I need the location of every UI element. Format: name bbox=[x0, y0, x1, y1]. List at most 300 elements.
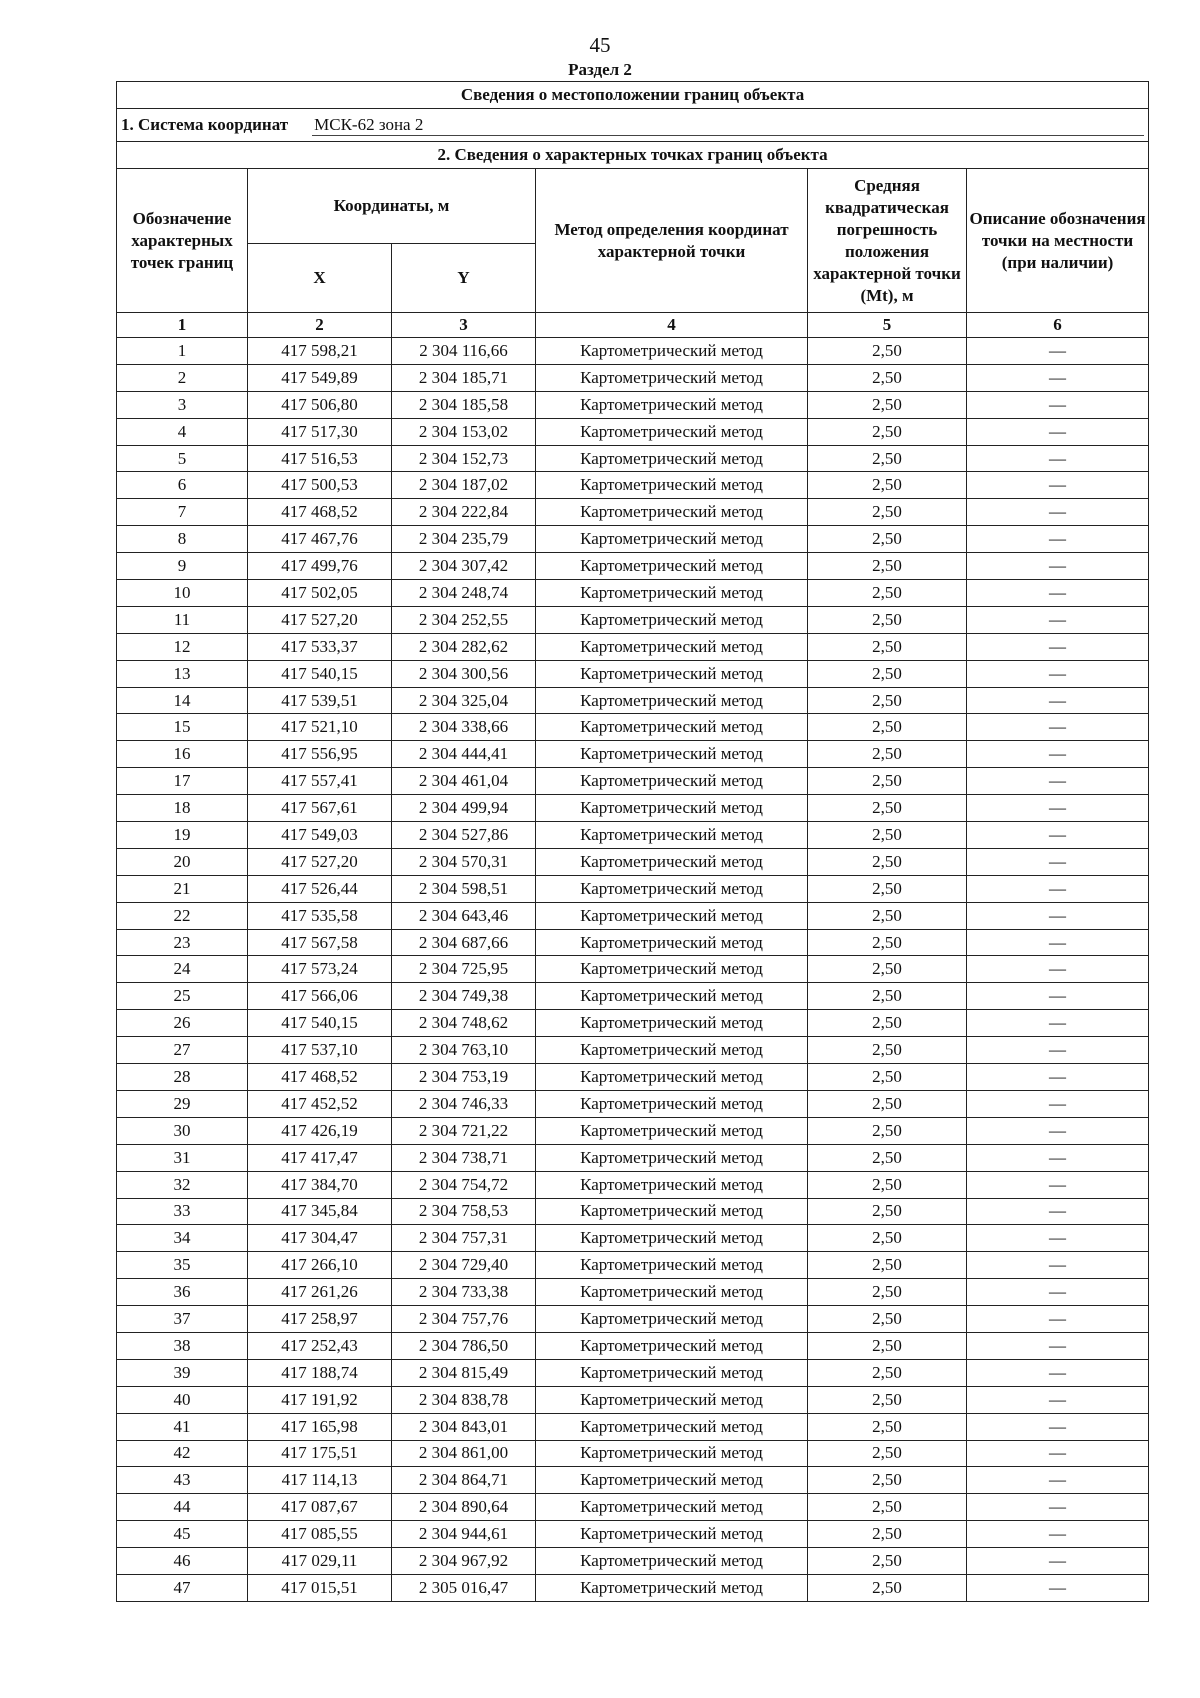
coord-system-value: МСК-62 зона 2 bbox=[312, 115, 1144, 136]
table-row bbox=[117, 902, 1149, 929]
mean-error-cell: 2,50 bbox=[808, 741, 967, 768]
description-cell: — bbox=[967, 848, 1149, 875]
table-row bbox=[117, 1252, 1149, 1279]
table-row bbox=[117, 795, 1149, 822]
header-description: Описание обозначения точки на местности (при наличии) bbox=[967, 169, 1149, 313]
table-row bbox=[117, 1117, 1149, 1144]
method-cell: Картометрический метод bbox=[536, 875, 808, 902]
y-coordinate-cell: 2 304 598,51 bbox=[392, 875, 536, 902]
method-cell: Картометрический метод bbox=[536, 741, 808, 768]
point-number-cell: 15 bbox=[117, 714, 248, 741]
method-cell: Картометрический метод bbox=[536, 553, 808, 580]
point-number-cell: 38 bbox=[117, 1332, 248, 1359]
y-coordinate-cell: 2 304 815,49 bbox=[392, 1359, 536, 1386]
description-cell: — bbox=[967, 1413, 1149, 1440]
method-cell: Картометрический метод bbox=[536, 1225, 808, 1252]
section-title: Раздел 2 bbox=[568, 60, 632, 79]
method-cell: Картометрический метод bbox=[536, 1494, 808, 1521]
mean-error-cell: 2,50 bbox=[808, 1090, 967, 1117]
point-number-cell: 9 bbox=[117, 553, 248, 580]
mean-error-cell: 2,50 bbox=[808, 1467, 967, 1494]
description-cell: — bbox=[967, 822, 1149, 849]
description-cell: — bbox=[967, 1117, 1149, 1144]
mean-error-cell: 2,50 bbox=[808, 391, 967, 418]
description-cell: — bbox=[967, 1306, 1149, 1333]
point-number-cell: 5 bbox=[117, 445, 248, 472]
mean-error-cell: 2,50 bbox=[808, 1117, 967, 1144]
point-number-cell: 34 bbox=[117, 1225, 248, 1252]
table-row bbox=[117, 1494, 1149, 1521]
description-cell: — bbox=[967, 687, 1149, 714]
x-coordinate-cell: 417 567,58 bbox=[248, 929, 392, 956]
point-number-cell: 23 bbox=[117, 929, 248, 956]
description-cell: — bbox=[967, 1279, 1149, 1306]
mean-error-cell: 2,50 bbox=[808, 1037, 967, 1064]
y-coordinate-cell: 2 304 116,66 bbox=[392, 338, 536, 365]
y-coordinate-cell: 2 304 300,56 bbox=[392, 660, 536, 687]
method-cell: Картометрический метод bbox=[536, 1279, 808, 1306]
description-cell: — bbox=[967, 1359, 1149, 1386]
table-row bbox=[117, 822, 1149, 849]
table-row bbox=[117, 1521, 1149, 1548]
point-number-cell: 4 bbox=[117, 418, 248, 445]
x-coordinate-cell: 417 549,03 bbox=[248, 822, 392, 849]
method-cell: Картометрический метод bbox=[536, 418, 808, 445]
mean-error-cell: 2,50 bbox=[808, 822, 967, 849]
mean-error-cell: 2,50 bbox=[808, 1548, 967, 1575]
method-cell: Картометрический метод bbox=[536, 472, 808, 499]
y-coordinate-cell: 2 304 499,94 bbox=[392, 795, 536, 822]
method-cell: Картометрический метод bbox=[536, 768, 808, 795]
mean-error-cell: 2,50 bbox=[808, 875, 967, 902]
method-cell: Картометрический метод bbox=[536, 1386, 808, 1413]
table-title: Сведения о местоположении границ объекта bbox=[117, 82, 1149, 109]
table-row bbox=[117, 1198, 1149, 1225]
x-coordinate-cell: 417 573,24 bbox=[248, 956, 392, 983]
y-coordinate-cell: 2 304 753,19 bbox=[392, 1064, 536, 1091]
y-coordinate-cell: 2 304 738,71 bbox=[392, 1144, 536, 1171]
table-row bbox=[117, 1359, 1149, 1386]
point-number-cell: 3 bbox=[117, 391, 248, 418]
point-number-cell: 40 bbox=[117, 1386, 248, 1413]
table-row bbox=[117, 1574, 1149, 1601]
mean-error-cell: 2,50 bbox=[808, 472, 967, 499]
point-number-cell: 42 bbox=[117, 1440, 248, 1467]
x-coordinate-cell: 417 567,61 bbox=[248, 795, 392, 822]
table-row bbox=[117, 633, 1149, 660]
header-y: Y bbox=[392, 244, 536, 313]
method-cell: Картометрический метод bbox=[536, 1359, 808, 1386]
table-row bbox=[117, 875, 1149, 902]
x-coordinate-cell: 417 537,10 bbox=[248, 1037, 392, 1064]
x-coordinate-cell: 417 502,05 bbox=[248, 580, 392, 607]
table-row bbox=[117, 660, 1149, 687]
table-row bbox=[117, 768, 1149, 795]
y-coordinate-cell: 2 304 282,62 bbox=[392, 633, 536, 660]
description-cell: — bbox=[967, 1574, 1149, 1601]
x-coordinate-cell: 417 114,13 bbox=[248, 1467, 392, 1494]
method-cell: Картометрический метод bbox=[536, 848, 808, 875]
mean-error-cell: 2,50 bbox=[808, 687, 967, 714]
mean-error-cell: 2,50 bbox=[808, 418, 967, 445]
y-coordinate-cell: 2 304 757,76 bbox=[392, 1306, 536, 1333]
mean-error-cell: 2,50 bbox=[808, 929, 967, 956]
mean-error-cell: 2,50 bbox=[808, 1359, 967, 1386]
method-cell: Картометрический метод bbox=[536, 1252, 808, 1279]
x-coordinate-cell: 417 556,95 bbox=[248, 741, 392, 768]
y-coordinate-cell: 2 304 749,38 bbox=[392, 983, 536, 1010]
y-coordinate-cell: 2 304 729,40 bbox=[392, 1252, 536, 1279]
method-cell: Картометрический метод bbox=[536, 606, 808, 633]
method-cell: Картометрический метод bbox=[536, 580, 808, 607]
header-method: Метод определения координат характерной точки bbox=[536, 169, 808, 313]
mean-error-cell: 2,50 bbox=[808, 338, 967, 365]
method-cell: Картометрический метод bbox=[536, 526, 808, 553]
mean-error-cell: 2,50 bbox=[808, 580, 967, 607]
method-cell: Картометрический метод bbox=[536, 687, 808, 714]
x-coordinate-cell: 417 526,44 bbox=[248, 875, 392, 902]
point-number-cell: 17 bbox=[117, 768, 248, 795]
description-cell: — bbox=[967, 1225, 1149, 1252]
point-number-cell: 44 bbox=[117, 1494, 248, 1521]
method-cell: Картометрический метод bbox=[536, 1144, 808, 1171]
column-numbers-row bbox=[117, 313, 1149, 338]
table-row bbox=[117, 848, 1149, 875]
x-coordinate-cell: 417 304,47 bbox=[248, 1225, 392, 1252]
method-cell: Картометрический метод bbox=[536, 1198, 808, 1225]
point-number-cell: 27 bbox=[117, 1037, 248, 1064]
description-cell: — bbox=[967, 364, 1149, 391]
point-number-cell: 31 bbox=[117, 1144, 248, 1171]
mean-error-cell: 2,50 bbox=[808, 1521, 967, 1548]
mean-error-cell: 2,50 bbox=[808, 445, 967, 472]
y-coordinate-cell: 2 304 687,66 bbox=[392, 929, 536, 956]
description-cell: — bbox=[967, 768, 1149, 795]
x-coordinate-cell: 417 535,58 bbox=[248, 902, 392, 929]
method-cell: Картометрический метод bbox=[536, 983, 808, 1010]
mean-error-cell: 2,50 bbox=[808, 902, 967, 929]
point-number-cell: 13 bbox=[117, 660, 248, 687]
mean-error-cell: 2,50 bbox=[808, 1010, 967, 1037]
method-cell: Картометрический метод bbox=[536, 1306, 808, 1333]
table-row bbox=[117, 580, 1149, 607]
y-coordinate-cell: 2 304 843,01 bbox=[392, 1413, 536, 1440]
table-row bbox=[117, 553, 1149, 580]
column-number: 5 bbox=[808, 313, 967, 338]
method-cell: Картометрический метод bbox=[536, 929, 808, 956]
description-cell: — bbox=[967, 1144, 1149, 1171]
table-row bbox=[117, 983, 1149, 1010]
mean-error-cell: 2,50 bbox=[808, 1064, 967, 1091]
point-number-cell: 25 bbox=[117, 983, 248, 1010]
mean-error-cell: 2,50 bbox=[808, 1225, 967, 1252]
x-coordinate-cell: 417 087,67 bbox=[248, 1494, 392, 1521]
method-cell: Картометрический метод bbox=[536, 902, 808, 929]
point-number-cell: 11 bbox=[117, 606, 248, 633]
mean-error-cell: 2,50 bbox=[808, 714, 967, 741]
method-cell: Картометрический метод bbox=[536, 1010, 808, 1037]
y-coordinate-cell: 2 304 861,00 bbox=[392, 1440, 536, 1467]
point-number-cell: 2 bbox=[117, 364, 248, 391]
point-number-cell: 35 bbox=[117, 1252, 248, 1279]
description-cell: — bbox=[967, 1494, 1149, 1521]
mean-error-cell: 2,50 bbox=[808, 526, 967, 553]
y-coordinate-cell: 2 304 152,73 bbox=[392, 445, 536, 472]
method-cell: Картометрический метод bbox=[536, 795, 808, 822]
method-cell: Картометрический метод bbox=[536, 1171, 808, 1198]
description-cell: — bbox=[967, 391, 1149, 418]
point-number-cell: 14 bbox=[117, 687, 248, 714]
method-cell: Картометрический метод bbox=[536, 1037, 808, 1064]
table-row bbox=[117, 1279, 1149, 1306]
x-coordinate-cell: 417 426,19 bbox=[248, 1117, 392, 1144]
y-coordinate-cell: 2 304 235,79 bbox=[392, 526, 536, 553]
mean-error-cell: 2,50 bbox=[808, 1574, 967, 1601]
point-number-cell: 47 bbox=[117, 1574, 248, 1601]
x-coordinate-cell: 417 468,52 bbox=[248, 499, 392, 526]
y-coordinate-cell: 2 304 757,31 bbox=[392, 1225, 536, 1252]
column-number: 3 bbox=[392, 313, 536, 338]
method-cell: Картометрический метод bbox=[536, 1332, 808, 1359]
coord-system-row bbox=[117, 109, 1149, 142]
x-coordinate-cell: 417 540,15 bbox=[248, 660, 392, 687]
table-row bbox=[117, 1332, 1149, 1359]
y-coordinate-cell: 2 304 153,02 bbox=[392, 418, 536, 445]
table-row bbox=[117, 1171, 1149, 1198]
table-row bbox=[117, 1386, 1149, 1413]
mean-error-cell: 2,50 bbox=[808, 1332, 967, 1359]
method-cell: Картометрический метод bbox=[536, 714, 808, 741]
mean-error-cell: 2,50 bbox=[808, 1198, 967, 1225]
table-row bbox=[117, 956, 1149, 983]
mean-error-cell: 2,50 bbox=[808, 956, 967, 983]
mean-error-cell: 2,50 bbox=[808, 1171, 967, 1198]
table-row bbox=[117, 1306, 1149, 1333]
mean-error-cell: 2,50 bbox=[808, 364, 967, 391]
page-number: 45 bbox=[589, 33, 611, 57]
x-coordinate-cell: 417 266,10 bbox=[248, 1252, 392, 1279]
y-coordinate-cell: 2 305 016,47 bbox=[392, 1574, 536, 1601]
point-number-cell: 43 bbox=[117, 1467, 248, 1494]
x-coordinate-cell: 417 175,51 bbox=[248, 1440, 392, 1467]
description-cell: — bbox=[967, 1090, 1149, 1117]
description-cell: — bbox=[967, 795, 1149, 822]
boundary-table bbox=[116, 81, 1149, 1602]
y-coordinate-cell: 2 304 754,72 bbox=[392, 1171, 536, 1198]
method-cell: Картометрический метод bbox=[536, 1467, 808, 1494]
mean-error-cell: 2,50 bbox=[808, 553, 967, 580]
point-number-cell: 46 bbox=[117, 1548, 248, 1575]
y-coordinate-cell: 2 304 185,58 bbox=[392, 391, 536, 418]
point-number-cell: 19 bbox=[117, 822, 248, 849]
description-cell: — bbox=[967, 472, 1149, 499]
table-row bbox=[117, 1467, 1149, 1494]
description-cell: — bbox=[967, 526, 1149, 553]
table-row bbox=[117, 391, 1149, 418]
x-coordinate-cell: 417 345,84 bbox=[248, 1198, 392, 1225]
x-coordinate-cell: 417 467,76 bbox=[248, 526, 392, 553]
point-number-cell: 20 bbox=[117, 848, 248, 875]
x-coordinate-cell: 417 506,80 bbox=[248, 391, 392, 418]
mean-error-cell: 2,50 bbox=[808, 1252, 967, 1279]
x-coordinate-cell: 417 261,26 bbox=[248, 1279, 392, 1306]
table-row bbox=[117, 1064, 1149, 1091]
table-row bbox=[117, 1548, 1149, 1575]
point-number-cell: 28 bbox=[117, 1064, 248, 1091]
table-row bbox=[117, 929, 1149, 956]
description-cell: — bbox=[967, 1252, 1149, 1279]
y-coordinate-cell: 2 304 185,71 bbox=[392, 364, 536, 391]
x-coordinate-cell: 417 452,52 bbox=[248, 1090, 392, 1117]
x-coordinate-cell: 417 252,43 bbox=[248, 1332, 392, 1359]
y-coordinate-cell: 2 304 758,53 bbox=[392, 1198, 536, 1225]
point-number-cell: 24 bbox=[117, 956, 248, 983]
mean-error-cell: 2,50 bbox=[808, 1306, 967, 1333]
description-cell: — bbox=[967, 956, 1149, 983]
table-row bbox=[117, 714, 1149, 741]
y-coordinate-cell: 2 304 248,74 bbox=[392, 580, 536, 607]
y-coordinate-cell: 2 304 725,95 bbox=[392, 956, 536, 983]
description-cell: — bbox=[967, 1010, 1149, 1037]
point-number-cell: 21 bbox=[117, 875, 248, 902]
method-cell: Картометрический метод bbox=[536, 1440, 808, 1467]
point-number-cell: 12 bbox=[117, 633, 248, 660]
header-point-designation: Обозначение характерных точек границ bbox=[117, 169, 248, 313]
x-coordinate-cell: 417 258,97 bbox=[248, 1306, 392, 1333]
y-coordinate-cell: 2 304 307,42 bbox=[392, 553, 536, 580]
method-cell: Картометрический метод bbox=[536, 1090, 808, 1117]
method-cell: Картометрический метод bbox=[536, 364, 808, 391]
method-cell: Картометрический метод bbox=[536, 660, 808, 687]
description-cell: — bbox=[967, 741, 1149, 768]
x-coordinate-cell: 417 188,74 bbox=[248, 1359, 392, 1386]
column-number: 4 bbox=[536, 313, 808, 338]
description-cell: — bbox=[967, 1064, 1149, 1091]
x-coordinate-cell: 417 598,21 bbox=[248, 338, 392, 365]
y-coordinate-cell: 2 304 746,33 bbox=[392, 1090, 536, 1117]
y-coordinate-cell: 2 304 864,71 bbox=[392, 1467, 536, 1494]
description-cell: — bbox=[967, 633, 1149, 660]
point-number-cell: 16 bbox=[117, 741, 248, 768]
point-number-cell: 8 bbox=[117, 526, 248, 553]
point-number-cell: 37 bbox=[117, 1306, 248, 1333]
point-number-cell: 39 bbox=[117, 1359, 248, 1386]
mean-error-cell: 2,50 bbox=[808, 1494, 967, 1521]
table-row bbox=[117, 1090, 1149, 1117]
x-coordinate-cell: 417 516,53 bbox=[248, 445, 392, 472]
y-coordinate-cell: 2 304 733,38 bbox=[392, 1279, 536, 1306]
y-coordinate-cell: 2 304 444,41 bbox=[392, 741, 536, 768]
point-number-cell: 10 bbox=[117, 580, 248, 607]
column-number: 2 bbox=[248, 313, 392, 338]
y-coordinate-cell: 2 304 252,55 bbox=[392, 606, 536, 633]
table-row bbox=[117, 472, 1149, 499]
table-row bbox=[117, 1144, 1149, 1171]
y-coordinate-cell: 2 304 527,86 bbox=[392, 822, 536, 849]
description-cell: — bbox=[967, 499, 1149, 526]
x-coordinate-cell: 417 499,76 bbox=[248, 553, 392, 580]
table-row bbox=[117, 1413, 1149, 1440]
table-row bbox=[117, 1010, 1149, 1037]
mean-error-cell: 2,50 bbox=[808, 848, 967, 875]
x-coordinate-cell: 417 533,37 bbox=[248, 633, 392, 660]
table-row bbox=[117, 606, 1149, 633]
x-coordinate-cell: 417 557,41 bbox=[248, 768, 392, 795]
column-number: 1 bbox=[117, 313, 248, 338]
method-cell: Картометрический метод bbox=[536, 822, 808, 849]
point-number-cell: 32 bbox=[117, 1171, 248, 1198]
coord-system-label: 1. Система координат bbox=[121, 114, 289, 134]
x-coordinate-cell: 417 029,11 bbox=[248, 1548, 392, 1575]
description-cell: — bbox=[967, 1037, 1149, 1064]
mean-error-cell: 2,50 bbox=[808, 499, 967, 526]
mean-error-cell: 2,50 bbox=[808, 1279, 967, 1306]
y-coordinate-cell: 2 304 643,46 bbox=[392, 902, 536, 929]
y-coordinate-cell: 2 304 748,62 bbox=[392, 1010, 536, 1037]
x-coordinate-cell: 417 527,20 bbox=[248, 848, 392, 875]
method-cell: Картометрический метод bbox=[536, 338, 808, 365]
table-row bbox=[117, 445, 1149, 472]
method-cell: Картометрический метод bbox=[536, 1548, 808, 1575]
point-number-cell: 33 bbox=[117, 1198, 248, 1225]
x-coordinate-cell: 417 500,53 bbox=[248, 472, 392, 499]
point-number-cell: 41 bbox=[117, 1413, 248, 1440]
table-row bbox=[117, 687, 1149, 714]
method-cell: Картометрический метод bbox=[536, 391, 808, 418]
mean-error-cell: 2,50 bbox=[808, 1413, 967, 1440]
x-coordinate-cell: 417 165,98 bbox=[248, 1413, 392, 1440]
header-mean-error: Средняя квадратическая погрешность положения характерной точки (Mt), м bbox=[808, 169, 967, 313]
mean-error-cell: 2,50 bbox=[808, 1144, 967, 1171]
mean-error-cell: 2,50 bbox=[808, 795, 967, 822]
header-x: X bbox=[248, 244, 392, 313]
mean-error-cell: 2,50 bbox=[808, 660, 967, 687]
x-coordinate-cell: 417 549,89 bbox=[248, 364, 392, 391]
y-coordinate-cell: 2 304 461,04 bbox=[392, 768, 536, 795]
method-cell: Картометрический метод bbox=[536, 1117, 808, 1144]
y-coordinate-cell: 2 304 222,84 bbox=[392, 499, 536, 526]
x-coordinate-cell: 417 191,92 bbox=[248, 1386, 392, 1413]
description-cell: — bbox=[967, 1521, 1149, 1548]
point-number-cell: 22 bbox=[117, 902, 248, 929]
y-coordinate-cell: 2 304 721,22 bbox=[392, 1117, 536, 1144]
table-row bbox=[117, 1225, 1149, 1252]
description-cell: — bbox=[967, 1548, 1149, 1575]
point-number-cell: 6 bbox=[117, 472, 248, 499]
method-cell: Картометрический метод bbox=[536, 499, 808, 526]
description-cell: — bbox=[967, 606, 1149, 633]
description-cell: — bbox=[967, 580, 1149, 607]
description-cell: — bbox=[967, 1386, 1149, 1413]
column-number: 6 bbox=[967, 313, 1149, 338]
description-cell: — bbox=[967, 445, 1149, 472]
description-cell: — bbox=[967, 1171, 1149, 1198]
y-coordinate-cell: 2 304 325,04 bbox=[392, 687, 536, 714]
x-coordinate-cell: 417 468,52 bbox=[248, 1064, 392, 1091]
mean-error-cell: 2,50 bbox=[808, 768, 967, 795]
x-coordinate-cell: 417 015,51 bbox=[248, 1574, 392, 1601]
y-coordinate-cell: 2 304 763,10 bbox=[392, 1037, 536, 1064]
y-coordinate-cell: 2 304 944,61 bbox=[392, 1521, 536, 1548]
x-coordinate-cell: 417 517,30 bbox=[248, 418, 392, 445]
point-number-cell: 36 bbox=[117, 1279, 248, 1306]
y-coordinate-cell: 2 304 338,66 bbox=[392, 714, 536, 741]
x-coordinate-cell: 417 085,55 bbox=[248, 1521, 392, 1548]
table-row bbox=[117, 364, 1149, 391]
x-coordinate-cell: 417 417,47 bbox=[248, 1144, 392, 1171]
description-cell: — bbox=[967, 1198, 1149, 1225]
y-coordinate-cell: 2 304 786,50 bbox=[392, 1332, 536, 1359]
